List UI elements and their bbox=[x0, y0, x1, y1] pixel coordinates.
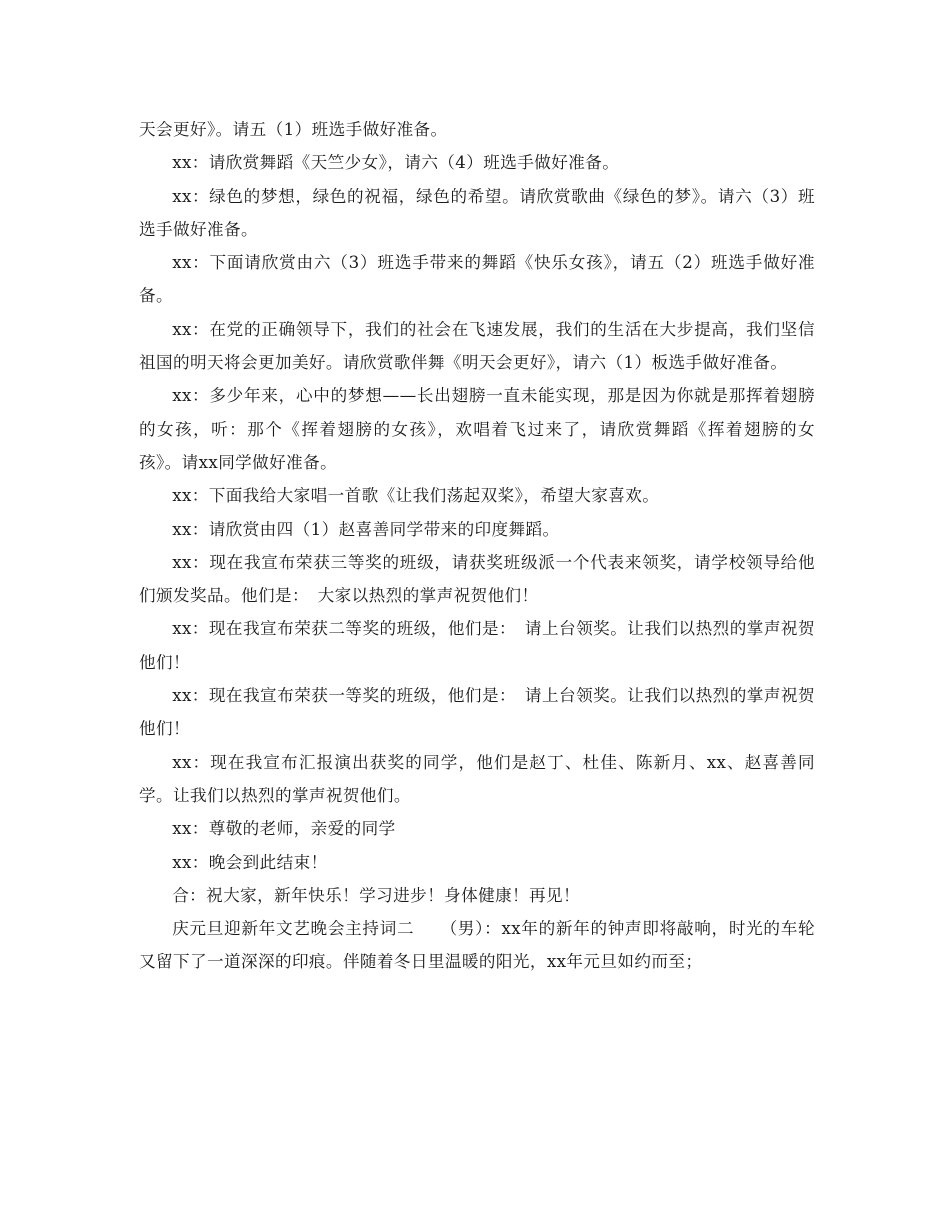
paragraph: xx：绿色的梦想，绿色的祝福，绿色的希望。请欣赏歌曲《绿色的梦》。请六（3）班选手做好准备。 bbox=[139, 186, 815, 239]
paragraph: xx：晚会到此结束！ bbox=[172, 852, 328, 872]
paragraph: xx：尊敬的老师，亲爱的同学 bbox=[172, 819, 396, 839]
paragraph: xx：现在我宣布汇报演出获奖的同学，他们是赵丁、杜佳、陈新月、xx、赵喜善同学。让我们以热烈的掌声祝贺他们。 bbox=[139, 752, 815, 805]
paragraph: 庆元旦迎新年文艺晚会主持词二 （男）：xx年的新年的钟声即将敲响，时光的车轮又留下了一道深深的印痕。伴随着冬日里温暖的阳光，xx年元旦如约而至； bbox=[139, 919, 815, 972]
paragraph: xx：现在我宣布荣获一等奖的班级，他们是： 请上台领奖。让我们以热烈的掌声祝贺他们！ bbox=[139, 686, 815, 739]
paragraph: xx：请欣赏由四（1）赵喜善同学带来的印度舞蹈。 bbox=[172, 519, 560, 539]
paragraph: 天会更好》。请五（1）班选手做好准备。 bbox=[139, 120, 448, 139]
paragraph: xx：在党的正确领导下，我们的社会在飞速发展，我们的生活在大步提高，我们坚信祖国的明天将会更加美好。请欣赏歌伴舞《明天会更好》，请六（1）板选手做好准备。 bbox=[139, 319, 815, 373]
paragraph: xx：下面我给大家唱一首歌《让我们荡起双桨》，希望大家喜欢。 bbox=[172, 486, 660, 506]
paragraph: xx：现在我宣布荣获二等奖的班级，他们是： 请上台领奖。让我们以热烈的掌声祝贺他们！ bbox=[139, 619, 815, 672]
paragraph: xx：多少年来，心中的梦想——长出翅膀一直未能实现，那是因为你就是那挥着翅膀的女孩，听：那个《挥着翅膀的女孩》，欢唱着飞过来了，请欣赏舞蹈《挥着翅膀的女孩》。请xx同学做好准备。 bbox=[139, 386, 815, 472]
document-body bbox=[139, 113, 815, 979]
paragraph: xx：现在我宣布荣获三等奖的班级，请获奖班级派一个代表来领奖，请学校领导给他们颁发奖品。他们是： 大家以热烈的掌声祝贺他们！ bbox=[139, 552, 815, 606]
paragraph: 合：祝大家，新年快乐！学习进步！身体健康！再见！ bbox=[172, 885, 581, 905]
paragraph: xx：请欣赏舞蹈《天竺少女》，请六（4）班选手做好准备。 bbox=[172, 153, 620, 173]
paragraph: xx：下面请欣赏由六（3）班选手带来的舞蹈《快乐女孩》，请五（2）班选手做好准备。 bbox=[139, 253, 815, 306]
